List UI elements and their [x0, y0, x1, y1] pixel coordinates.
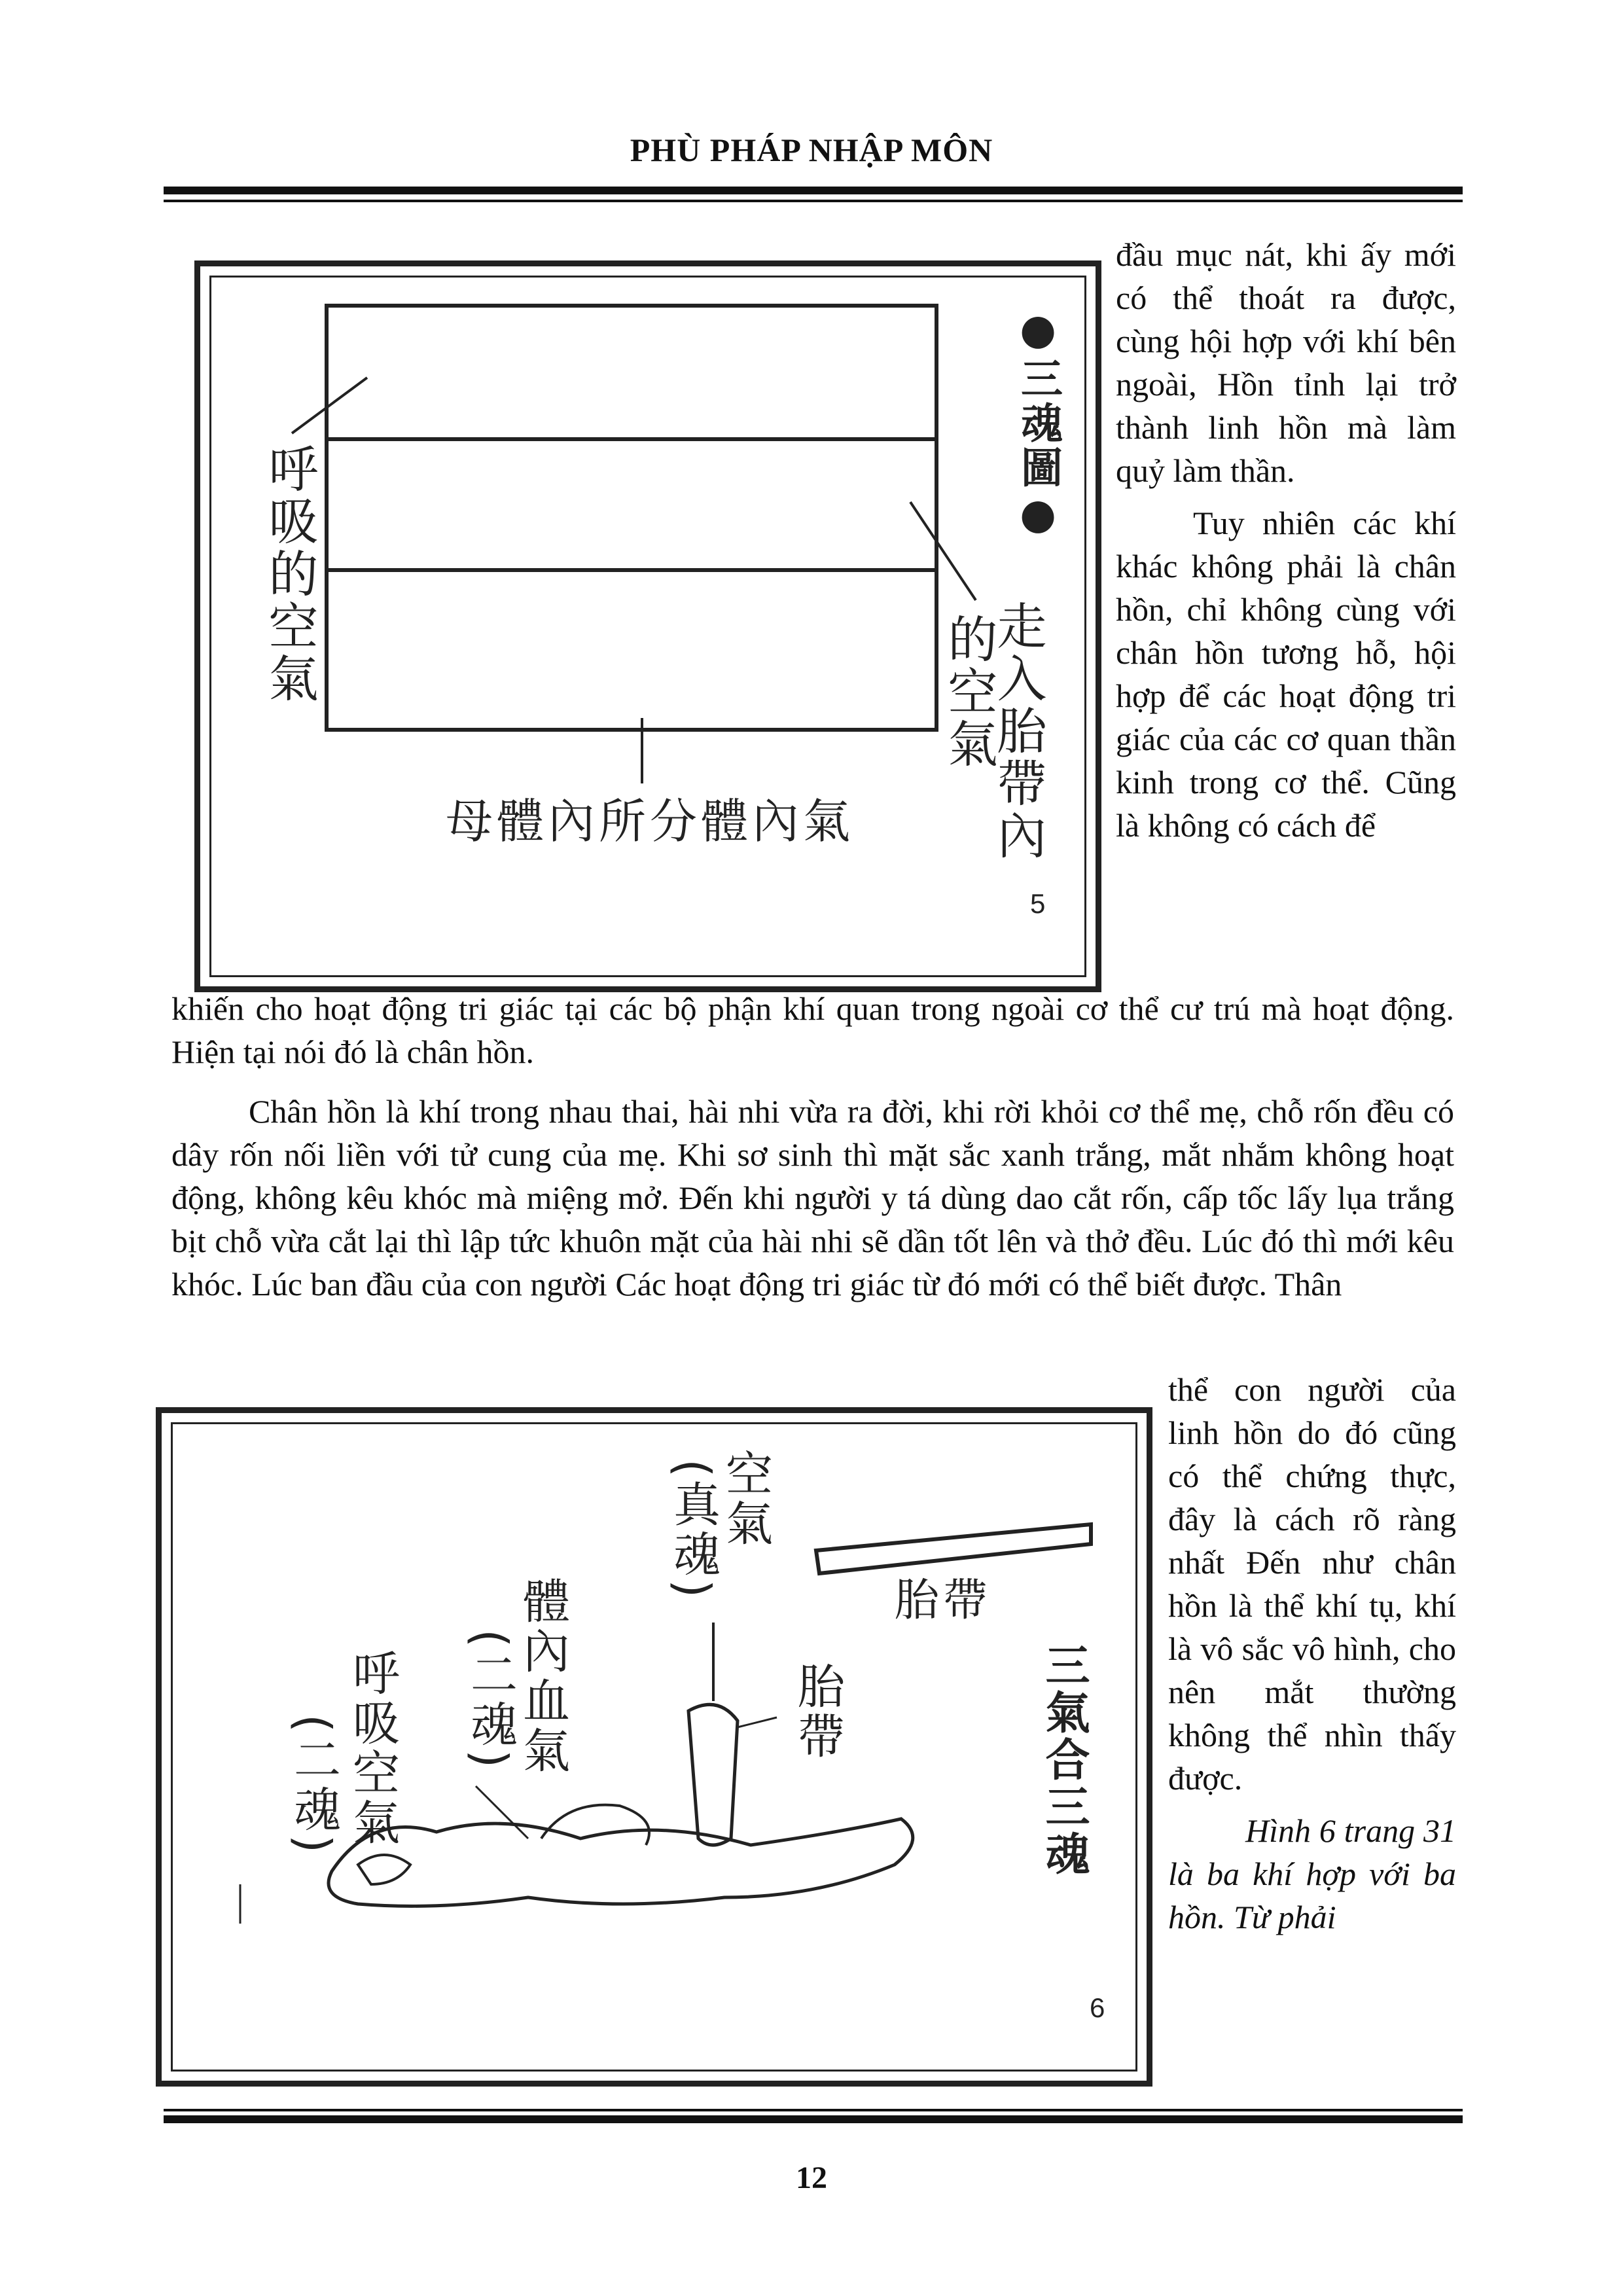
figure-2-label-breath-second-soul: (二魂): [286, 1714, 341, 1856]
figure-three-qi-three-souls: [156, 1407, 1152, 2087]
page-header-title: PHÙ PHÁP NHẬP MÔN: [630, 132, 993, 168]
figure-2-label-umbilical: 胎帶: [790, 1662, 845, 1761]
figure-2-label-air: 空氣: [718, 1449, 773, 1549]
figure-1-right-label-outer: 走入胎帶內: [989, 600, 1047, 862]
paragraph-continuation: đầu mục nát, khi ấy mới có thể thoát ra được, cùng hội hợp với khí bên ngoài, Hồn tỉnh lại trở thành linh hồn mà làm quỷ làm thần.: [1116, 236, 1456, 489]
paragraph-tuy-nhien: Tuy nhiên các khí khác không phải là chân hồn, chỉ không cùng với chân hồn tương hỗ, hội hợp để các hoạt động tri giác của các cơ quan thần kinh trong cơ thể. Cũng là không có cách để: [1116, 505, 1456, 844]
figure-1-number: 5: [1030, 888, 1046, 919]
text-column-lower-right: [1168, 1368, 1456, 1939]
paragraph-khien-cho: khiến cho hoạt động tri giác tại các bộ phận khí quan trong ngoài cơ thể cư trú mà hoạt động. Hiện tại nói đó là chân hồn.: [171, 990, 1454, 1070]
header-rule-thin: [164, 200, 1463, 202]
figure-1-title: ●三魂圖●: [1014, 306, 1062, 541]
figure-1-right-label-inner: 的空氣: [940, 613, 998, 770]
figure-2-label-body-blood-qi: 體內血氣: [515, 1577, 570, 1776]
figure-2-number: 6: [1090, 1992, 1105, 2023]
figure-2-label-breath-air: 呼吸空氣: [345, 1649, 400, 1848]
figure-2-title: 三氣合三魂: [1038, 1642, 1090, 1878]
figure-2-label-true-soul: (真魂): [666, 1459, 721, 1601]
footer-rule-thick: [164, 2115, 1463, 2123]
header-rule-thick: [164, 187, 1463, 194]
figure-three-souls-diagram: [194, 260, 1101, 992]
figure-1-bottom-label: 母體內所分體內氣: [446, 794, 855, 849]
page-number: 12: [796, 2161, 827, 2195]
figure-2-label-umbilical-bar: 胎帶: [895, 1575, 992, 1626]
text-column-upper-right: [1116, 233, 1456, 847]
paragraph-the-con-nguoi: thể con người của linh hồn do đó cũng có thể chứng thực, đây là cách rõ ràng nhất Đến như chân hồn là thể khí tụ, khí là vô sắc vô hình, cho nên mắt thường không thể nhìn thấy được.: [1168, 1371, 1456, 1797]
text-full-width-2: [171, 1090, 1454, 1306]
footer-rule-thin: [164, 2109, 1463, 2111]
paragraph-chan-hon: Chân hồn là khí trong nhau thai, hài nhi vừa ra đời, khi rời khỏi cơ thể mẹ, chỗ rốn đều có dây rốn nối liền với tử cung của mẹ. Khi sơ sinh thì mặt sắc xanh trắng, mắt nhắm không hoạt động, không kêu khóc mà miệng mở. Đến khi người y tá dùng dao cắt rốn, cấp tốc lấy lụa trắng bịt chỗ vừa cắt lại thì lập tức khuôn mặt của hài nhi sẽ dần tốt lên và thở đều. Lúc đó thì mới kêu khóc. Lúc ban đầu của con người Các hoạt động tri giác từ đó mới có thể biết được. Thân: [171, 1093, 1454, 1302]
figure-1-left-label: 呼吸的空氣: [260, 443, 319, 705]
figure-2-label-body-second-soul: (二魂): [463, 1629, 518, 1771]
paragraph-hinh-6: Hình 6 trang 31 là ba khí hợp với ba hồn. Từ phải: [1168, 1812, 1456, 1935]
text-full-width-1: [171, 987, 1454, 1073]
